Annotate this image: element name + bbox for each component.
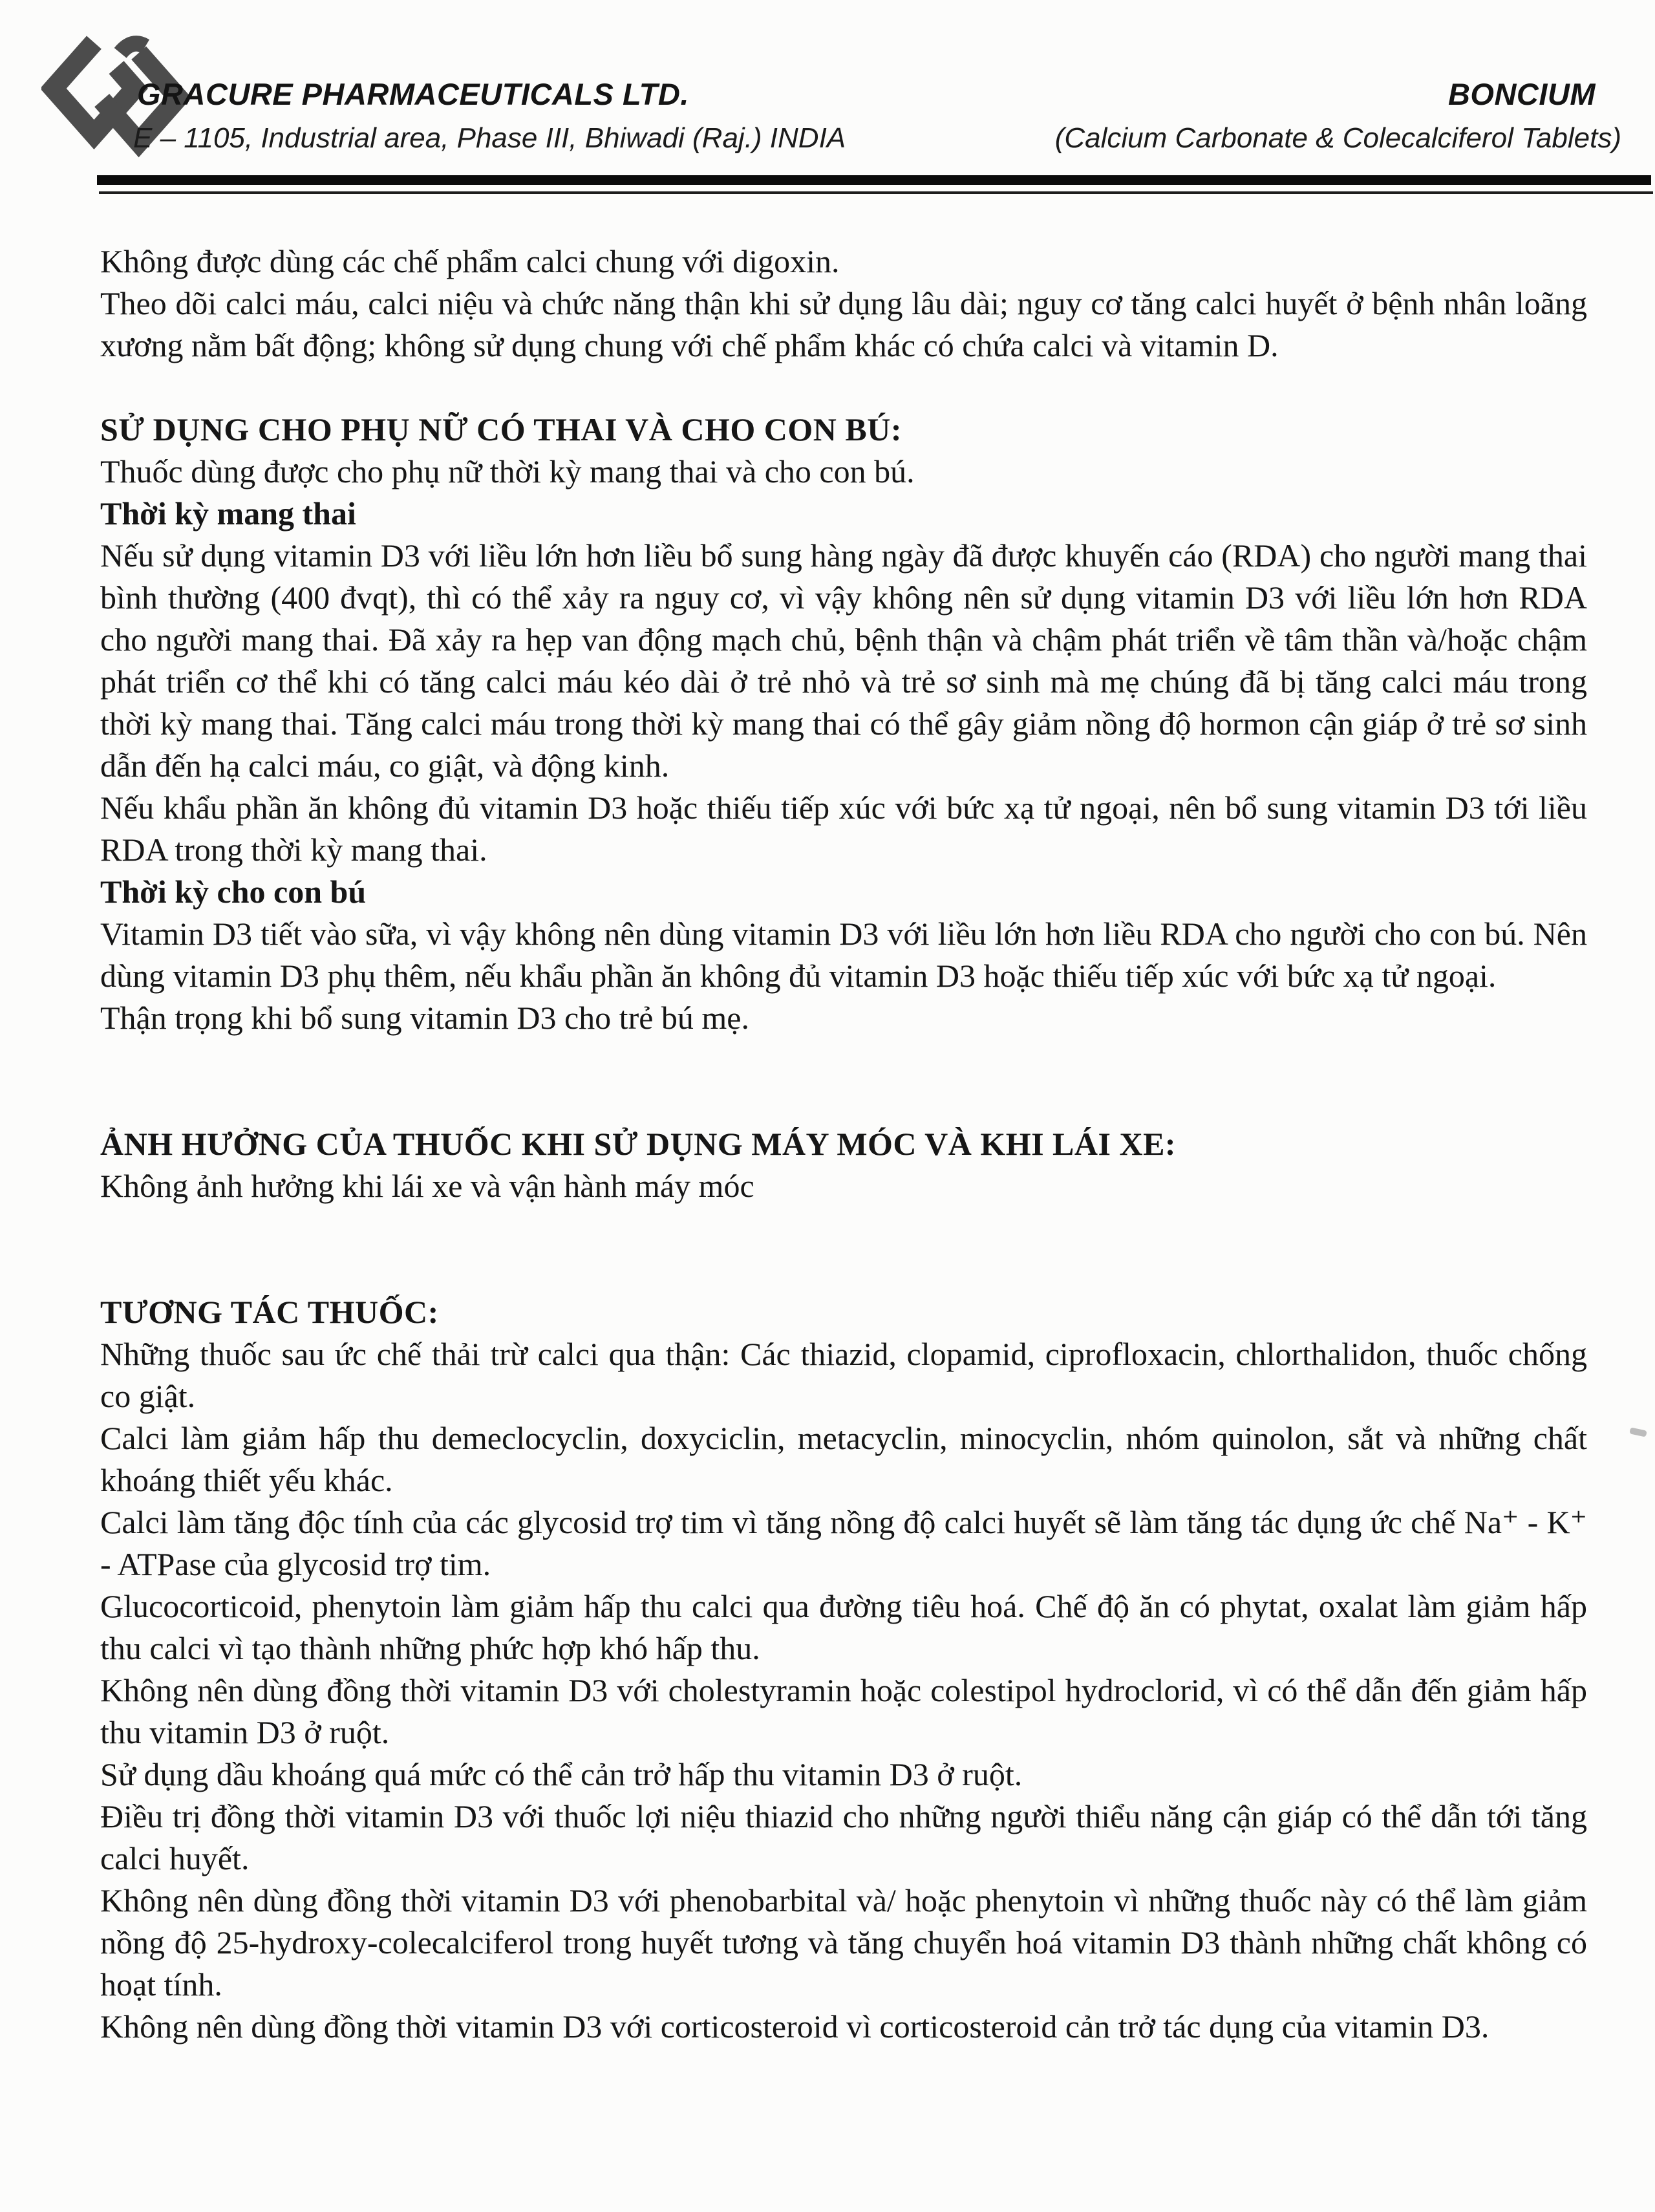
paragraph: Không nên dùng đồng thời vitamin D3 với corticosteroid vì corticosteroid cản trở tác dụng của vitamin D3. [100,2008,1490,2045]
paragraph: Sử dụng dầu khoáng quá mức có thể cản trở hấp thu vitamin D3 ở ruột. [100,1756,1023,1792]
paragraph: Không nên dùng đồng thời vitamin D3 với cholestyramin hoặc colestipol hydroclorid, vì có thể dẫn đến giảm hấp thu vitamin D3 ở ruột. [100,1672,1587,1750]
paragraph: Không được dùng các chế phẩm calci chung với digoxin. [100,243,840,279]
subheading-lactation: Thời kỳ cho con bú [100,874,367,910]
scan-artifact [1629,1427,1647,1437]
header-rule-thin [99,191,1653,194]
paragraph: Vitamin D3 tiết vào sữa, vì vậy không nên dùng vitamin D3 với liều lớn hơn liều RDA cho người cho con bú. Nên dùng vitamin D3 phụ thêm, nếu khẩu phần ăn không đủ vitamin D3 hoặc thiếu tiếp xúc với bức xạ tử ngoại. [100,916,1587,994]
document-body [100,241,1587,2048]
company-name: GRACURE PHARMACEUTICALS LTD. [137,77,689,111]
paragraph: Calci làm tăng độc tính của các glycosid trợ tim vì tăng nồng độ calci huyết sẽ làm tăng tác dụng ức chế Na⁺ - K⁺ - ATPase của glycosid trợ tim. [100,1504,1587,1582]
paragraph: Theo dõi calci máu, calci niệu và chức năng thận khi sử dụng lâu dài; nguy cơ tăng calci huyết ở bệnh nhân loãng xương nằm bất động; không sử dụng chung với chế phẩm khác có chứa calci và vitamin D. [100,285,1587,363]
subheading-pregnancy: Thời kỳ mang thai [100,495,356,532]
company-address: E – 1105, Industrial area, Phase III, Bhiwadi (Raj.) INDIA [133,122,846,154]
paragraph: Điều trị đồng thời vitamin D3 với thuốc lợi niệu thiazid cho những người thiểu năng cận giáp có thể dẫn tới tăng calci huyết. [100,1798,1587,1876]
paragraph: Calci làm giảm hấp thu demeclocyclin, doxyciclin, metacyclin, minocyclin, nhóm quinolon, sắt và những chất khoáng thiết yếu khác. [100,1420,1587,1498]
paragraph: Không ảnh hưởng khi lái xe và vận hành máy móc [100,1168,754,1204]
paragraph: Thận trọng khi bổ sung vitamin D3 cho trẻ bú mẹ. [100,1000,750,1036]
header-rule [97,175,1651,185]
product-subtitle: (Calcium Carbonate & Colecalciferol Tablets) [1054,122,1621,154]
heading-drug-interactions: TƯƠNG TÁC THUỐC: [100,1294,439,1330]
paragraph: Glucocorticoid, phenytoin làm giảm hấp thu calci qua đường tiêu hoá. Chế độ ăn có phytat, oxalat làm giảm hấp thu calci vì tạo thành những phức hợp khó hấp thu. [100,1588,1587,1666]
paragraph: Không nên dùng đồng thời vitamin D3 với phenobarbital và/ hoặc phenytoin vì những thuốc này có thể làm giảm nồng độ 25-hydroxy-colecalciferol trong huyết tương và tăng chuyển hoá vitamin D3 thành những chất không có hoạt tính. [100,1882,1587,2003]
paragraph: Nếu khẩu phần ăn không đủ vitamin D3 hoặc thiếu tiếp xúc với bức xạ tử ngoại, nên bổ sung vitamin D3 tới liều RDA trong thời kỳ mang thai. [100,789,1587,868]
paragraph: Những thuốc sau ức chế thải trừ calci qua thận: Các thiazid, clopamid, ciprofloxacin, chlorthalidon, thuốc chống co giật. [100,1336,1587,1414]
paragraph: Nếu sử dụng vitamin D3 với liều lớn hơn liều bổ sung hàng ngày đã được khuyến cáo (RDA) cho người mang thai bình thường (400 đvqt), thì có thể xảy ra nguy cơ, vì vậy không nên sử dụng vitamin D3 với liều lớn hơn RDA cho người mang thai. Đã xảy ra hẹp van động mạch chủ, bệnh thận và chậm phát triển về tâm thần và/hoặc chậm phát triển cơ thể khi có tăng calci máu kéo dài ở trẻ nhỏ và trẻ sơ sinh mà mẹ chúng đã bị tăng calci máu trong thời kỳ mang thai. Tăng calci máu trong thời kỳ mang thai có thể gây giảm nồng độ hormon cận giáp ở trẻ sơ sinh dẫn đến hạ calci máu, co giật, và động kinh. [100,537,1587,784]
product-name: BONCIUM [1447,77,1596,111]
heading-driving-machines: ẢNH HƯỞNG CỦA THUỐC KHI SỬ DỤNG MÁY MÓC VÀ KHI LÁI XE: [100,1126,1177,1162]
heading-pregnancy-lactation: SỬ DỤNG CHO PHỤ NỮ CÓ THAI VÀ CHO CON BÚ: [100,411,902,447]
paragraph: Thuốc dùng được cho phụ nữ thời kỳ mang thai và cho con bú. [100,453,915,489]
